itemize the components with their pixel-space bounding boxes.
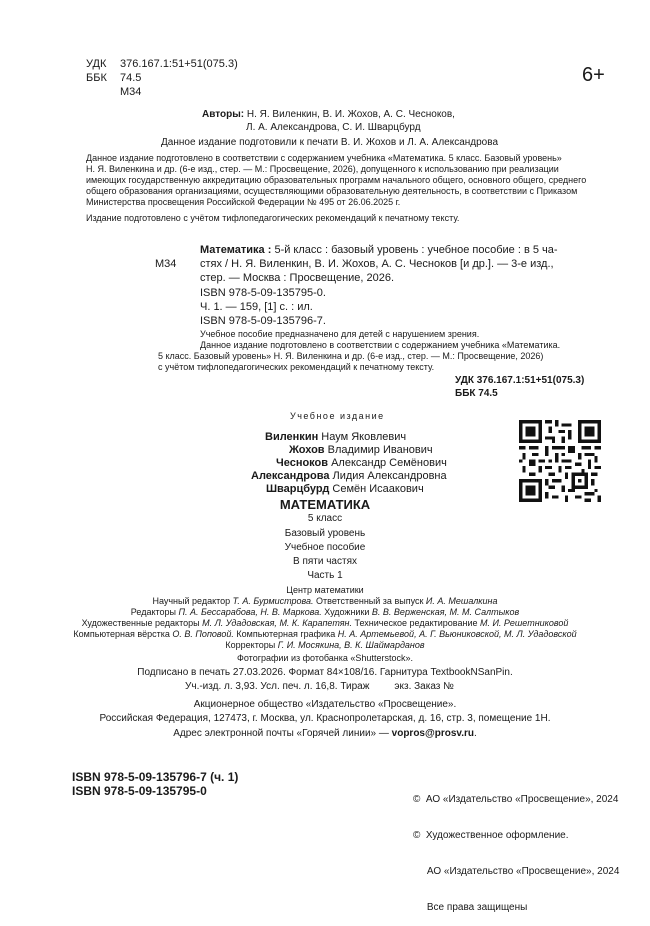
publisher-address: Российская Федерация, 127473, г. Москва, ул. Краснопролетарская, д. 16, стр. 3, помещение 1Н. xyxy=(99,713,551,724)
bbk-label: ББК xyxy=(86,72,107,84)
author-given: Владимир Иванович xyxy=(324,444,433,456)
catalog-title: Математика : xyxy=(200,244,272,256)
author-name-3 xyxy=(276,457,447,470)
udk-label: УДК xyxy=(86,58,107,70)
catalog-line-2: стях / Н. Я. Виленкин, В. И. Жохов, А. С. Чесноков [и др.]. — 3-е изд., xyxy=(200,258,554,270)
print-info-2: Уч.-изд. л. 3,93. Усл. печ. л. 16,8. Тираж экз. Заказ № xyxy=(185,681,454,692)
tiflo-note: Издание подготовлено с учётом тифлопедагогических рекомендаций к печатному тексту. xyxy=(86,213,460,223)
prepared-by: Данное издание подготовили к печати В. И. Жохов и Л. А. Александрова xyxy=(161,137,499,148)
credit-person: П. А. Бессарабова, Н. В. Маркова. xyxy=(178,607,322,617)
book-type: Учебное пособие xyxy=(284,542,366,553)
author-given: Александр Семёнович xyxy=(328,457,447,469)
credit-person: Н. А. Артемьевой, А. Г. Вьюниковской, М. Л. Удадовской xyxy=(337,629,577,639)
credit-role: Техническое редактирование xyxy=(351,618,480,628)
author-given: Семён Исаакович xyxy=(329,483,424,495)
author-surname: Александрова xyxy=(251,470,330,482)
copyright-block xyxy=(413,770,619,926)
catalog-bbk: ББК 74.5 xyxy=(455,388,498,399)
catalog-line-1-rest: 5-й класс : базовый уровень : учебное пособие : в 5 ча- xyxy=(271,244,558,256)
credit-role: Корректоры xyxy=(225,640,278,650)
authors-label: Авторы: xyxy=(202,109,245,120)
isbn-bottom-1: ISBN 978-5-09-135796-7 (ч. 1) xyxy=(72,770,239,784)
copyright-line: АО «Издательство «Просвещение», 2024 xyxy=(413,866,620,877)
credit-role: Редакторы xyxy=(130,607,179,617)
isbn-bottom-2: ISBN 978-5-09-135795-0 xyxy=(72,784,207,798)
bbk-value: 74.5 xyxy=(120,72,142,84)
catalog-line-3: стер. — Москва : Просвещение, 2026. xyxy=(200,272,395,284)
hotline xyxy=(0,728,650,740)
notice-line: Данное издание подготовлено в соответствии с содержанием учебника «Математика. 5 класс. Базовый уровень» xyxy=(86,153,562,163)
bbk-top xyxy=(86,72,142,85)
catalog-note-3: 5 класс. Базовый уровень» Н. Я. Виленкина и др. (6-е изд., стер. — М.: Просвещение, 2026) xyxy=(158,351,544,361)
qr-code xyxy=(519,420,601,502)
catalog-part: Ч. 1. — 159, [1] с. : ил. xyxy=(200,301,313,313)
authors-line-2: Л. А. Александрова, С. И. Шварцбурд xyxy=(246,122,421,133)
credit-person: М. Л. Удадовская, М. К. Карапетян. xyxy=(202,618,352,628)
print-info-1: Подписано в печать 27.03.2026. Формат 84×108/16. Гарнитура TextbookNSanPin. xyxy=(137,667,513,678)
notice-line: Министерства просвещения Российской Федерации № 495 от 26.06.2025 г. xyxy=(86,197,401,207)
level: Базовый уровень xyxy=(284,528,366,539)
catalog-note-1: Учебное пособие предназначено для детей с нарушением зрения. xyxy=(200,329,480,339)
edition-type: Учебное издание xyxy=(290,411,385,421)
authors-names-1: Н. Я. Виленкин, В. И. Жохов, А. С. Чесноков, xyxy=(244,109,455,120)
author-surname: Чесноков xyxy=(276,457,329,469)
photos-credit: Фотографии из фотобанка «Shutterstock». xyxy=(237,653,413,663)
copyright-line: © Художественное оформление. xyxy=(413,830,569,841)
udk-value: 376.167.1:51+51(075.3) xyxy=(120,58,238,70)
part-label: Часть 1 xyxy=(307,570,343,581)
catalog-udk: УДК 376.167.1:51+51(075.3) xyxy=(455,375,585,386)
grade: 5 класс xyxy=(307,513,343,524)
credit-line-1 xyxy=(0,596,650,607)
credit-role: Научный редактор xyxy=(152,596,233,606)
credit-role: Художественные редакторы xyxy=(81,618,203,628)
book-title: МАТЕМАТИКА xyxy=(279,497,371,512)
credit-person: Г. И. Мосякина, В. К. Шаймарданов xyxy=(277,640,425,650)
catalog-note-2: Данное издание подготовлено в соответствии с содержанием учебника «Математика. xyxy=(200,340,561,350)
author-name-2 xyxy=(289,444,433,457)
author-name-1 xyxy=(265,431,406,444)
credit-role: Художники xyxy=(321,607,372,617)
credit-line-2 xyxy=(0,607,650,618)
catalog-note-4: с учётом тифлопедагогических рекомендаций к печатному тексту. xyxy=(158,362,435,372)
author-name-4 xyxy=(251,470,447,483)
notice-line: имеющих государственную аккредитацию образовательных программ начального общего, основного общего, среднего xyxy=(86,175,587,185)
credit-person: О. В. Поповой. xyxy=(172,629,234,639)
center: Центр математики xyxy=(286,585,364,595)
author-surname: Шварцбурд xyxy=(266,483,330,495)
authors-line-1 xyxy=(202,109,455,121)
credit-person: Т. А. Бурмистрова. xyxy=(232,596,314,606)
udk-top xyxy=(86,58,238,71)
notice-line: Н. Я. Виленкина и др. (6-е изд., стер. — М.: Просвещение, 2026), допущенного к использованию при реализации xyxy=(86,164,559,174)
hotline-email: vopros@prosv.ru xyxy=(391,728,475,739)
credit-person: В. В. Верженская, М. М. Салтыков xyxy=(371,607,520,617)
credit-person: И. А. Мешалкина xyxy=(425,596,498,606)
notice-line: общего образования организациями, осуществляющими образовательную деятельность, в соответствии с Приказом xyxy=(86,186,578,196)
author-given: Лидия Александровна xyxy=(329,470,447,482)
copyright-line: © АО «Издательство «Просвещение», 2024 xyxy=(413,794,619,805)
author-given: Наум Яковлевич xyxy=(318,431,407,443)
catalog-line-1 xyxy=(200,244,558,257)
credit-role: Компьютерная вёрстка xyxy=(73,629,173,639)
author-surname: Жохов xyxy=(289,444,325,456)
catalog-isbn-1: ISBN 978-5-09-135795-0. xyxy=(200,287,326,299)
catalog-code-top: М34 xyxy=(120,86,142,98)
copyright-line: Все права защищены xyxy=(413,902,528,913)
notice-block xyxy=(86,153,586,208)
author-surname: Виленкин xyxy=(265,431,319,443)
credit-person: М. И. Решетниковой xyxy=(479,618,569,628)
catalog-code: М34 xyxy=(155,258,177,270)
parts: В пяти частях xyxy=(293,556,357,567)
credit-line-5 xyxy=(0,640,650,651)
hotline-label: Адрес электронной почты «Горячей линии» — xyxy=(173,728,392,739)
publisher-name: Акционерное общество «Издательство «Просвещение». xyxy=(193,699,457,710)
hotline-end: . xyxy=(474,728,477,739)
author-name-5 xyxy=(266,483,424,496)
credit-role: Компьютерная графика xyxy=(233,629,338,639)
credit-line-4 xyxy=(0,629,650,640)
catalog-isbn-2: ISBN 978-5-09-135796-7. xyxy=(200,315,326,327)
age-rating: 6+ xyxy=(582,64,605,86)
credit-line-3 xyxy=(0,618,650,629)
credit-role: Ответственный за выпуск xyxy=(313,596,426,606)
